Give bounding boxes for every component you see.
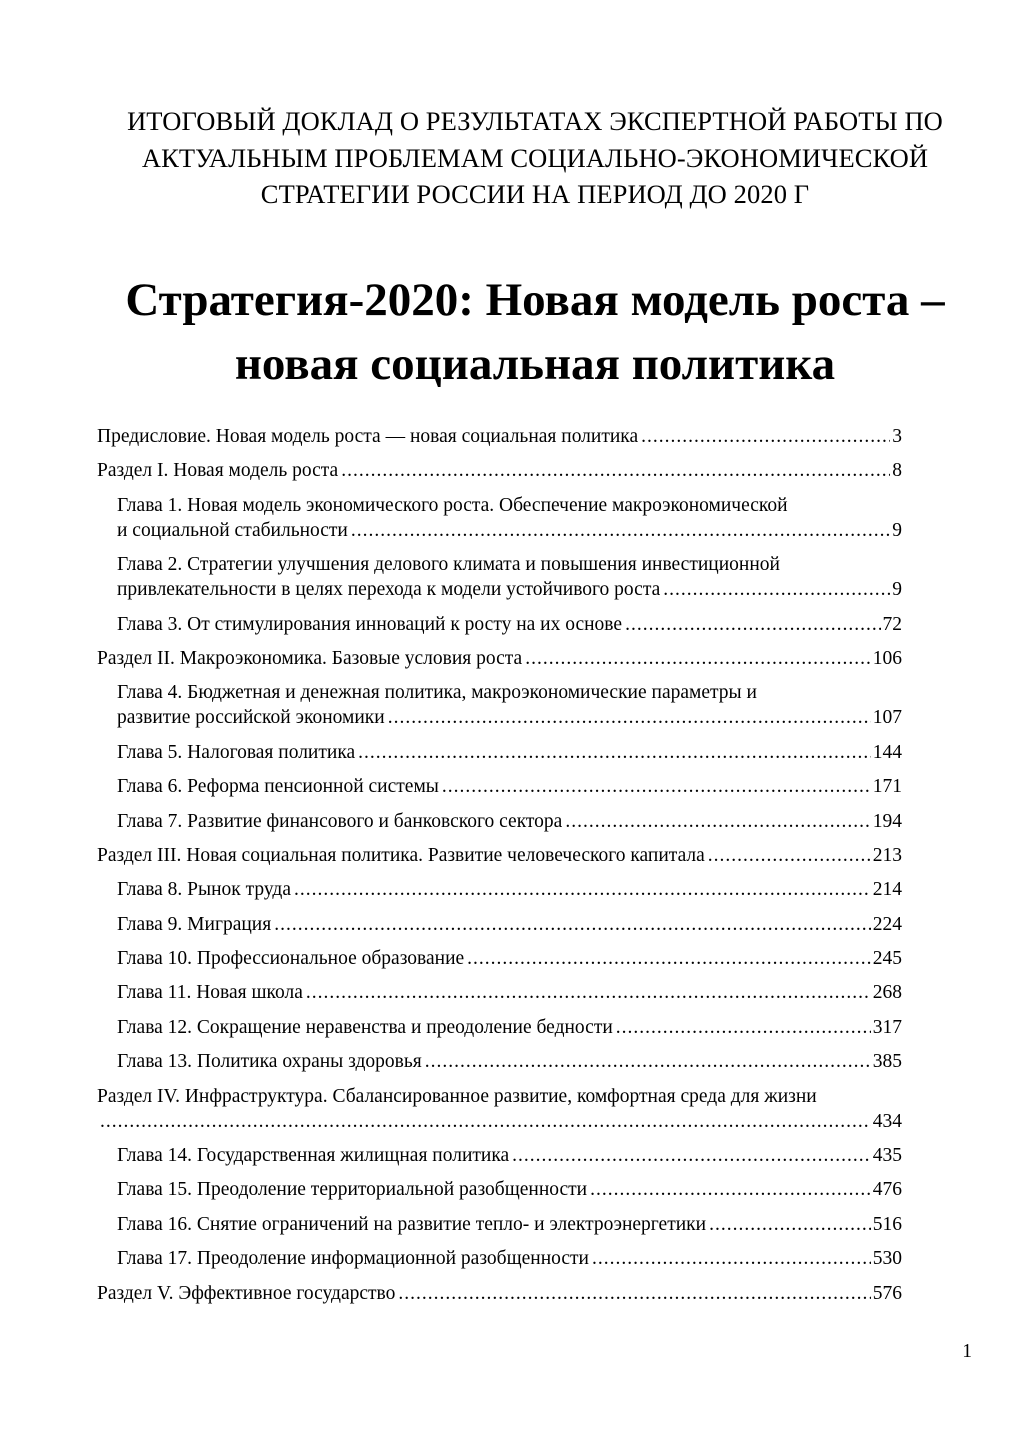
toc-entry-title: Глава 14. Государственная жилищная политика [117,1145,510,1167]
toc-dot-leader [663,577,890,602]
toc-dot-leader [351,518,890,543]
toc-entry-title: Раздел III. Новая социальная политика. Развитие человеческого капитала [97,844,705,866]
toc-page-number: 516 [872,1213,902,1235]
toc-entry [97,1015,902,1040]
document-title-line: новая социальная политика [234,338,836,390]
toc-page-number: 213 [872,844,902,866]
toc-entry-title: Глава 2. Стратегии улучшения делового климата и повышения инвестиционной [117,554,780,576]
toc-entry-title: Раздел II. Макроэкономика. Базовые условия роста [97,647,523,669]
toc-entry [97,646,902,671]
toc-page-number: 530 [872,1248,902,1270]
toc-dot-leader [565,809,870,834]
toc-entry-title: Раздел V. Эффективное государство [97,1282,396,1304]
toc-entry-title-continued: развитие российской экономики [117,707,385,729]
toc-dot-leader [341,458,890,483]
report-header-line: ИТОГОВЫЙ ДОКЛАД О РЕЗУЛЬТАТАХ ЭКСПЕРТНОЙ РАБОТЫ ПО [127,106,943,136]
toc-entry [97,809,902,834]
toc-entry-title: Глава 17. Преодоление информационной разобщенности [117,1248,589,1270]
toc-page-number: 194 [872,810,902,832]
toc-entry [97,980,902,1005]
toc-entry-title: Глава 1. Новая модель экономического роста. Обеспечение макроэкономической [117,494,788,516]
toc-entry [97,1049,902,1074]
toc-entry [97,1246,902,1271]
toc-page-number: 72 [882,613,902,635]
toc-entry [97,843,902,868]
toc-dot-leader [388,705,871,730]
toc-dot-leader [398,1281,870,1306]
toc-dot-leader [100,1109,871,1134]
report-header [80,103,990,213]
toc-dot-leader [512,1143,871,1168]
toc-page-number: 317 [872,1016,902,1038]
toc-entry-title: Глава 5. Налоговая политика [117,741,356,763]
toc-dot-leader [590,1177,871,1202]
toc-dot-leader [708,843,871,868]
toc-entry [97,1084,902,1134]
toc-page-number: 245 [872,948,902,970]
toc-entry-title: Глава 11. Новая школа [117,982,303,1004]
toc-dot-leader [592,1246,871,1271]
toc-entry-title: Глава 8. Рынок труда [117,879,292,901]
toc-page-number: 107 [872,707,902,729]
toc-entry [97,946,902,971]
toc-page-number: 144 [872,741,902,763]
toc-page-number: 171 [872,776,902,798]
toc-dot-leader [616,1015,871,1040]
toc-entry-title: Глава 10. Профессиональное образование [117,948,465,970]
toc-entry [97,912,902,937]
table-of-contents [97,424,902,1315]
toc-entry [97,774,902,799]
toc-page-number: 8 [892,460,902,482]
toc-entry-title: Глава 16. Снятие ограничений на развитие тепло- и электроэнергетики [117,1213,707,1235]
toc-entry [97,1177,902,1202]
toc-page-number: 435 [872,1145,902,1167]
toc-entry-title: Глава 12. Сокращение неравенства и преодоление бедности [117,1016,613,1038]
toc-entry-title: Глава 9. Миграция [117,913,272,935]
toc-entry [97,612,902,637]
toc-entry [97,1281,902,1306]
toc-page-number: 268 [872,982,902,1004]
toc-page-number: 3 [892,426,902,447]
toc-dot-leader [358,740,871,765]
toc-entry-title: Глава 6. Реформа пенсионной системы [117,776,439,798]
toc-page-number: 385 [872,1051,902,1073]
toc-entry [97,877,902,902]
toc-dot-leader [274,912,871,937]
toc-entry-title: Глава 7. Развитие финансового и банковского сектора [117,810,563,832]
toc-dot-leader [425,1049,871,1074]
toc-entry-title-continued: привлекательности в целях перехода к модели устойчивого роста [117,579,661,601]
toc-entry [97,458,902,483]
toc-page-number: 434 [872,1110,902,1132]
toc-entry-title: Глава 4. Бюджетная и денежная политика, макроэкономические параметры и [117,682,757,704]
toc-dot-leader [641,424,890,449]
toc-entry-title-continued: и социальной стабильности [117,519,348,541]
toc-entry [97,1143,902,1168]
toc-page-number: 9 [892,579,902,601]
toc-page-number: 224 [872,913,902,935]
toc-entry-title: Глава 13. Политика охраны здоровья [117,1051,422,1073]
toc-dot-leader [625,612,880,637]
document-title-line: Стратегия-2020: Новая модель роста – [125,274,945,326]
toc-dot-leader [442,774,871,799]
toc-dot-leader [525,646,871,671]
toc-entry-title: Глава 15. Преодоление территориальной разобщенности [117,1179,588,1201]
toc-entry [97,740,902,765]
toc-entry [97,552,902,602]
toc-entry [97,493,902,543]
toc-entry [97,424,902,449]
toc-page-number: 214 [872,879,902,901]
page-number: 1 [962,1341,972,1362]
document-title [60,268,1010,396]
toc-dot-leader [294,877,871,902]
toc-dot-leader [467,946,871,971]
toc-dot-leader [709,1212,871,1237]
toc-dot-leader [306,980,871,1005]
toc-page-number: 476 [872,1179,902,1201]
toc-entry-title: Глава 3. От стимулирования инноваций к росту на их основе [117,613,623,635]
toc-entry-title: Предисловие. Новая модель роста — новая социальная политика [97,426,639,447]
toc-entry-title: Раздел IV. Инфраструктура. Сбалансированное развитие, комфортная среда для жизни [97,1085,817,1107]
toc-entry [97,1212,902,1237]
toc-page-number: 576 [872,1282,902,1304]
report-header-line: АКТУАЛЬНЫМ ПРОБЛЕМАМ СОЦИАЛЬНО-ЭКОНОМИЧЕСКОЙ [141,142,929,173]
toc-entry [97,680,902,730]
toc-entry-title: Раздел I. Новая модель роста [97,460,339,482]
report-header-line: СТРАТЕГИИ РОССИИ НА ПЕРИОД ДО 2020 Г [260,179,810,209]
toc-page-number: 106 [872,647,902,669]
toc-page-number: 9 [892,519,902,541]
